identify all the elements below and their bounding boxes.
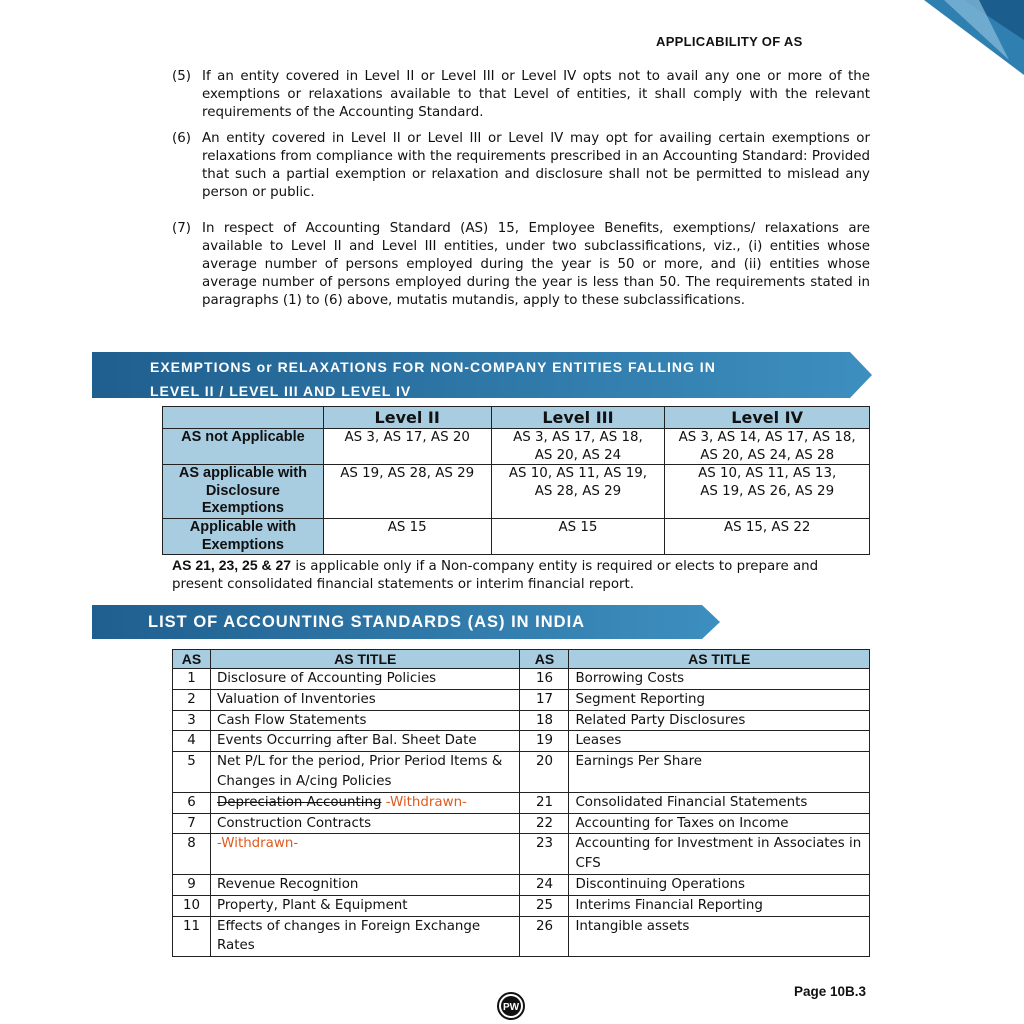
as-title: Revenue Recognition: [210, 874, 520, 895]
as-title: Net P/L for the period, Prior Period Items & Changes in A/cing Policies: [210, 752, 520, 793]
table-row: [173, 813, 870, 834]
table-cell: AS 3, AS 14, AS 17, AS 18, AS 20, AS 24, AS 28: [665, 429, 870, 465]
as-number: 25: [520, 895, 569, 916]
table-cell: AS 10, AS 11, AS 13, AS 19, AS 26, AS 29: [665, 465, 870, 519]
header-blank-cell: [163, 407, 324, 429]
table-cell: AS 15: [491, 519, 665, 555]
note-text: is applicable only if a Non-company entity is required or elects to prepare and present consolidated financial statements or interim financial report.: [172, 559, 819, 592]
withdrawn-label: -Withdrawn-: [216, 836, 299, 852]
as-title: Consolidated Financial Statements: [569, 792, 870, 813]
paragraph-6: [172, 130, 870, 202]
row-label: AS not Applicable: [163, 429, 324, 465]
paragraph-7: [172, 220, 870, 310]
header-as-number: AS: [520, 650, 569, 669]
banner-line-2: LEVEL II / LEVEL III AND LEVEL IV: [150, 383, 412, 399]
paragraph-text: If an entity covered in Level II or Level III or Level IV opts not to avail any one or more of the exemptions or relaxations available to that Level of entities, it shall comply with the relevant requirements of the Accounting Standard.: [202, 69, 870, 120]
as-number: 21: [520, 792, 569, 813]
as-title: Property, Plant & Equipment: [210, 895, 520, 916]
as-number: 8: [173, 834, 211, 875]
as-title: Related Party Disclosures: [569, 710, 870, 731]
table-cell: AS 19, AS 28, AS 29: [323, 465, 491, 519]
as-number: 19: [520, 731, 569, 752]
as-title: Effects of changes in Foreign Exchange Rates: [210, 916, 520, 957]
as-title: Discontinuing Operations: [569, 874, 870, 895]
header-level-iii: Level III: [491, 407, 665, 429]
table-row: [173, 874, 870, 895]
as-number: 16: [520, 669, 569, 690]
as-number: 7: [173, 813, 211, 834]
table-row: [163, 429, 870, 465]
as-title-withdrawn: [210, 834, 520, 875]
paragraph-number: (5): [172, 69, 191, 84]
as-title: Leases: [569, 731, 870, 752]
table-cell: AS 3, AS 17, AS 18, AS 20, AS 24: [491, 429, 665, 465]
as-title: Earnings Per Share: [569, 752, 870, 793]
table-row: [163, 519, 870, 555]
as-number: 5: [173, 752, 211, 793]
as-title: Segment Reporting: [569, 689, 870, 710]
logo-text: PW: [502, 1002, 520, 1013]
table-row: [173, 895, 870, 916]
as-number: 18: [520, 710, 569, 731]
as-title: Intangible assets: [569, 916, 870, 957]
header-as-title: AS TITLE: [569, 650, 870, 669]
banner-text: LIST OF ACCOUNTING STANDARDS (AS) IN INDIA: [148, 613, 586, 631]
struck-title: Depreciation Accounting: [216, 794, 382, 810]
as-number: 24: [520, 874, 569, 895]
as-number: 17: [520, 689, 569, 710]
table-row: [173, 834, 870, 875]
as-number: 2: [173, 689, 211, 710]
as-title: Cash Flow Statements: [210, 710, 520, 731]
table-row: [173, 792, 870, 813]
as-number: 20: [520, 752, 569, 793]
as-list-table: [172, 649, 870, 957]
table-row: [173, 731, 870, 752]
paragraph-5: [172, 68, 870, 122]
table-cell: AS 15: [323, 519, 491, 555]
table-cell: AS 3, AS 17, AS 20: [323, 429, 491, 465]
page-number: Page 10B.3: [794, 984, 867, 999]
table-cell: AS 10, AS 11, AS 19, AS 28, AS 29: [491, 465, 665, 519]
page-header-title: APPLICABILITY OF AS: [656, 34, 803, 49]
as-title: Valuation of Inventories: [210, 689, 520, 710]
as-number: 1: [173, 669, 211, 690]
as-title-withdrawn: [210, 792, 520, 813]
as-title: Interims Financial Reporting: [569, 895, 870, 916]
exemptions-header-row: [163, 407, 870, 429]
paragraph-text: An entity covered in Level II or Level III or Level IV may opt for availing certain exemptions or relaxations from compliance with the requirements prescribed in an Accounting Standard: Provided that such a partial exemption or relaxation and disclosure shall not be permitted to mislead any person or public.: [202, 131, 870, 200]
as-number: 26: [520, 916, 569, 957]
as-title: Accounting for Taxes on Income: [569, 813, 870, 834]
note-bold-standards: AS 21, 23, 25 & 27: [172, 557, 292, 573]
paragraph-number: (7): [172, 221, 191, 236]
table-row: [173, 669, 870, 690]
as-title: Borrowing Costs: [569, 669, 870, 690]
table-row: [173, 916, 870, 957]
table-row: [173, 752, 870, 793]
as-number: 22: [520, 813, 569, 834]
header-as-number: AS: [173, 650, 211, 669]
as-title: Events Occurring after Bal. Sheet Date: [210, 731, 520, 752]
table-row: [163, 465, 870, 519]
header-as-title: AS TITLE: [210, 650, 520, 669]
as-title: Accounting for Investment in Associates in CFS: [569, 834, 870, 875]
row-label: AS applicable with Disclosure Exemptions: [163, 465, 324, 519]
publisher-logo-icon: [497, 992, 525, 1020]
as-header-row: [173, 650, 870, 669]
table-row: [173, 689, 870, 710]
as-number: 10: [173, 895, 211, 916]
paragraph-list: [172, 68, 870, 318]
exemptions-section-banner: [92, 352, 872, 398]
consolidation-note: [172, 556, 872, 594]
table-row: [173, 710, 870, 731]
as-number: 6: [173, 792, 211, 813]
as-list-section-banner: [92, 605, 720, 639]
as-number: 4: [173, 731, 211, 752]
banner-text: [150, 355, 930, 403]
header-level-ii: Level II: [323, 407, 491, 429]
as-number: 23: [520, 834, 569, 875]
as-number: 9: [173, 874, 211, 895]
table-cell: AS 15, AS 22: [665, 519, 870, 555]
as-title: Disclosure of Accounting Policies: [210, 669, 520, 690]
as-number: 3: [173, 710, 211, 731]
as-number: 11: [173, 916, 211, 957]
row-label: Applicable with Exemptions: [163, 519, 324, 555]
banner-line-1: EXEMPTIONS or RELAXATIONS FOR NON-COMPANY ENTITIES FALLING IN: [150, 359, 716, 375]
paragraph-text: In respect of Accounting Standard (AS) 15, Employee Benefits, exemptions/ relaxations are available to Level II and Level III entities, under two subclassifications, viz., (i) entities whose average number of persons employed during the year is 50 or more, and (ii) entities whose average number of persons employed during the year is less than 50. The requirements stated in paragraphs (1) to (6) above, mutatis mutandis, apply to these subclassifications.: [202, 221, 870, 308]
as-title: Construction Contracts: [210, 813, 520, 834]
paragraph-number: (6): [172, 131, 191, 146]
header-level-iv: Level IV: [665, 407, 870, 429]
corner-decoration: [904, 0, 1024, 110]
exemptions-table: [162, 406, 870, 555]
withdrawn-label: -Withdrawn-: [385, 794, 467, 810]
